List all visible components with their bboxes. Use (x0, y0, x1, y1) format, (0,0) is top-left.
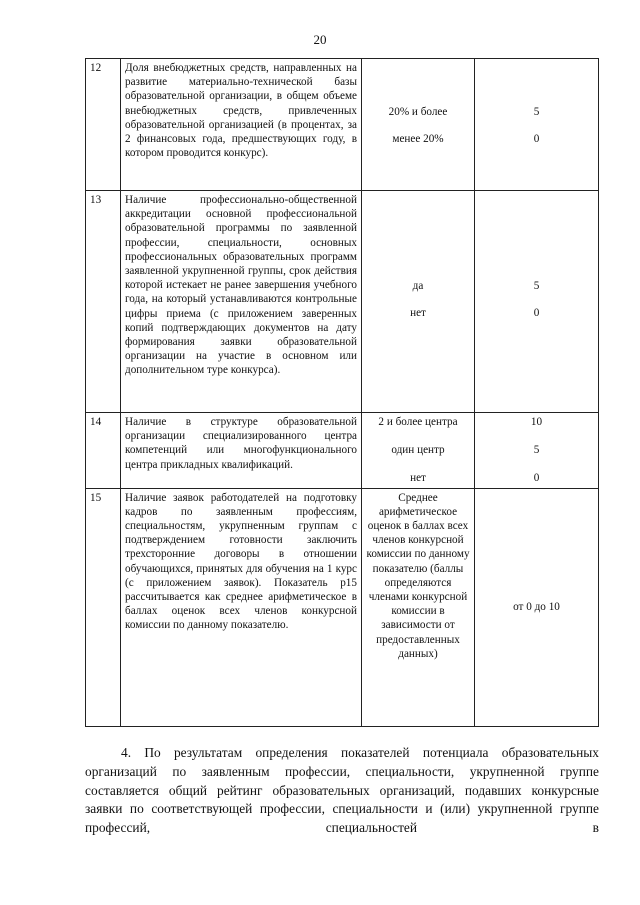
value-option: нет (410, 307, 426, 320)
table-row (86, 191, 599, 413)
row-number: 14 (86, 413, 121, 489)
score-value: 0 (533, 472, 540, 485)
row-values (362, 59, 475, 191)
table-row (86, 413, 599, 489)
score-value: от 0 до 10 (513, 601, 560, 613)
row-description: Наличие заявок работодателей на подготовку кадров по заявленным профессиям, специальностям, укрупненным группам с подтверждением готовности заключить трехсторонние договоры в отношении обучающихся, принятых для обучения на 1 курс (с приложением заявок). Показатель p15 рассчитывается как среднее арифметическое в баллах оценок всех членов конкурсной комиссии по данному показателю. (121, 488, 362, 726)
row-scores (475, 191, 599, 413)
table-row (86, 59, 599, 191)
row-values (362, 488, 475, 726)
value-option: да (412, 280, 424, 292)
paragraph-text: 4. По результатам определения показателей потенциала образовательных организаций по заявленным профессии, специальности, укрупненной группе составляется общий рейтинг образовательных организаций, подавших конкурсные заявки по соответствующей профессии, специальности и (или) укрупненной группе профессий, специальностей в (85, 745, 599, 836)
score-value: 10 (530, 416, 543, 428)
value-option: менее 20% (392, 133, 444, 146)
row-description: Наличие в структуре образовательной организации специализированного центра компетенций или многофункционального центра прикладных квалификаций. (121, 413, 362, 489)
score-value: 5 (533, 106, 540, 118)
score-value: 0 (533, 307, 540, 320)
row-values (362, 413, 475, 489)
row-description: Наличие профессионально-общественной аккредитации основной профессиональной образовательной программы по заявленной профессии, специальности, основных профессиональных образовательных программ заявленной укрупненной группы, срок действия которой истекает не ранее завершения учебного года, на который устанавливаются контрольные цифры приема (с приложением заверенных копий подтверждающих документов на дату формирования заявки образовательной организации на участие в основном или дополнительном туре конкурса). (121, 191, 362, 413)
row-scores (475, 59, 599, 191)
criteria-table (85, 58, 599, 727)
value-option: 2 и более центра (378, 416, 458, 428)
value-option: Среднее арифметическое оценок в баллах всех членов конкурсной комиссии по данному показателю (баллы определяются членами конкурсной комиссии в зависимости от предоставленных данных) (366, 491, 470, 660)
score-value: 0 (533, 133, 540, 146)
body-paragraph (85, 744, 599, 838)
value-option: нет (410, 472, 426, 485)
table-row (86, 488, 599, 726)
score-value: 5 (533, 444, 540, 457)
score-value: 5 (533, 280, 540, 292)
page-number: 20 (313, 32, 327, 47)
row-values (362, 191, 475, 413)
row-number: 15 (86, 488, 121, 726)
value-option: один центр (391, 444, 445, 457)
row-description: Доля внебюджетных средств, направленных на развитие материально-технической базы образовательной организации, в общем объеме внебюджетных средств, привлеченных образовательной организацией (в процентах, за 2 финансовых года, предшествующих году, в котором проводится конкурс). (121, 59, 362, 191)
row-number: 13 (86, 191, 121, 413)
row-number: 12 (86, 59, 121, 191)
row-scores (475, 413, 599, 489)
value-option: 20% и более (388, 106, 448, 118)
row-scores (475, 488, 599, 726)
